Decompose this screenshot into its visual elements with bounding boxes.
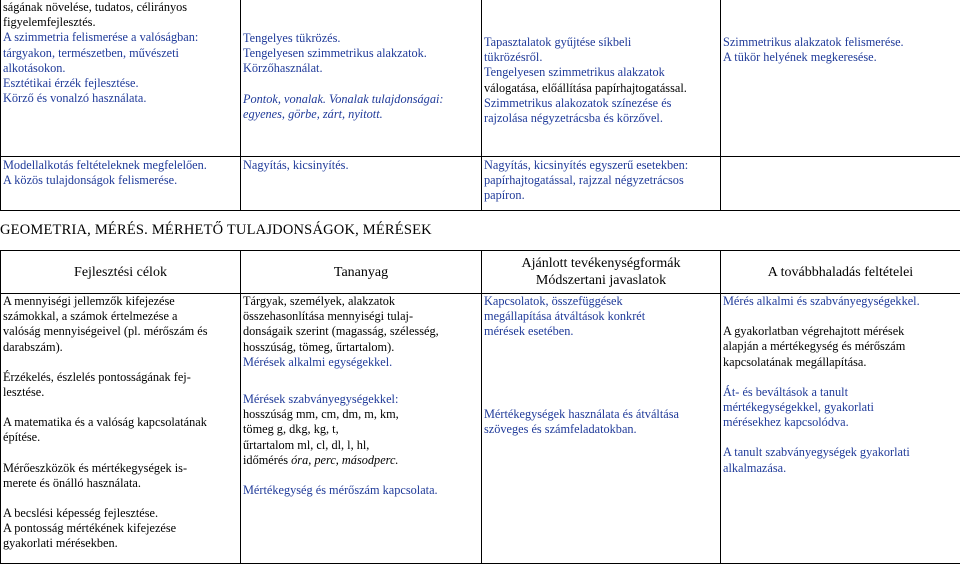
text-line: Tapasztalatok gyűjtése síkbeli	[484, 35, 632, 49]
text-line: Nagyítás, kicsinyítés egyszerű esetekben:	[484, 158, 689, 172]
text-line: rajzolása négyzetrácsba és körzővel.	[484, 111, 663, 126]
text-line: összehasonlítása mennyiségi tulaj-	[243, 309, 414, 324]
text-line: darabszám).	[3, 339, 63, 354]
text-line: A gyakorlatban végrehajtott mérések	[723, 324, 905, 339]
text-span: óra, perc, másodperc.	[291, 452, 399, 467]
paragraph	[723, 445, 958, 475]
text-line: kapcsolatának megállapítása.	[723, 354, 867, 369]
column-header-development-goals: Fejlesztési célok	[1, 251, 241, 294]
paragraph	[3, 294, 238, 355]
text-line: A mennyiségi jellemzők kifejezése	[3, 294, 175, 308]
text-line: építése.	[3, 430, 41, 445]
text-line: papíron.	[484, 188, 525, 203]
activities-cell	[482, 0, 721, 157]
text-line: hosszúság mm, cm, dm, m, km,	[243, 407, 399, 422]
text-line: Nagyítás, kicsinyítés.	[243, 158, 349, 172]
progress-conditions-cell	[721, 157, 960, 211]
text-line: tükrözésről.	[484, 50, 543, 65]
paragraph	[3, 461, 238, 491]
column-header-progress-conditions: A továbbhaladás feltételei	[721, 251, 960, 294]
text-line: A tanult szabványegységek gyakorlati	[723, 445, 910, 460]
text-line: mértékegységekkel, gyakorlati	[723, 400, 874, 415]
text-line: gyakorlati mérésekben.	[3, 536, 118, 551]
text-line: Érzékelés, észlelés pontosságának fej-	[3, 369, 191, 384]
header-line: Módszertani javaslatok	[535, 273, 667, 288]
text-line: mérések esetében.	[484, 324, 574, 339]
paragraph	[243, 294, 479, 370]
text-line: Mérések szabványegységekkel:	[243, 392, 399, 407]
text-line: Mérőeszközök és mértékegységek is-	[3, 460, 188, 475]
text-line: Szimmetrikus alakozatok színezése és	[484, 95, 672, 110]
text-line: merete és önálló használata.	[3, 475, 141, 490]
text-line: hosszúság, tömeg, űrtartalom).	[243, 339, 395, 354]
text-line: Tengelyesen szimmetrikus alakzatok	[484, 65, 665, 80]
text-line: Mértékegység és mérőszám kapcsolata.	[243, 483, 438, 498]
text-line: mérésekhez kapcsolódva.	[723, 415, 849, 430]
text-line: donságaik szerint (magasság, szélesség,	[243, 324, 439, 339]
text-span: időmérés	[243, 452, 292, 467]
text-line: papírhajtogatással, rajzzal négyzetrácsos	[484, 173, 684, 188]
text-line: A tükör helyének megkeresése.	[723, 50, 877, 65]
header-line: Ajánlott tevékenységformák	[521, 256, 681, 271]
text-line: Mértékegységek használata és átváltása	[484, 406, 679, 421]
text-line: A közös tulajdonságok felismerése.	[3, 173, 178, 188]
text-line: Körzőhasználat.	[243, 61, 323, 76]
text-line: egyenes, görbe, zárt, nyitott.	[243, 106, 383, 121]
text-line: Körző és vonalzó használata.	[3, 91, 147, 106]
paragraph	[723, 385, 958, 431]
progress-conditions-cell	[721, 0, 960, 157]
text-line: Át- és beváltások a tanult	[723, 384, 848, 399]
text-line: Modellalkotás feltételeknek megfelelően.	[3, 158, 207, 172]
text-line: Mérés alkalmi és szabványegységekkel.	[723, 294, 920, 308]
paragraph	[723, 294, 958, 309]
text-line: A becslési képesség fejlesztése.	[3, 506, 159, 521]
paragraph	[3, 415, 238, 445]
text-line: Esztétikai érzék fejlesztése.	[3, 76, 139, 91]
table-row	[1, 157, 960, 211]
text-line: űrtartalom ml, cl, dl, l, hl,	[243, 437, 370, 452]
text-line: alkalmazása.	[723, 460, 787, 475]
text-line: tömeg g, dkg, kg, t,	[243, 422, 339, 437]
text-line: megállapítása átváltások konkrét	[484, 309, 646, 324]
text-line	[243, 453, 479, 468]
activities-cell	[482, 157, 721, 211]
text-line: valóság mennyiségeivel (pl. mérőszám és	[3, 324, 208, 339]
text-line: A szimmetria felismerése a valóságban:	[3, 30, 199, 45]
header-row	[1, 251, 960, 294]
column-header-activities	[482, 251, 721, 294]
section-heading: GEOMETRIA, MÉRÉS. MÉRHETŐ TULAJDONSÁGOK, MÉRÉSEK	[0, 222, 432, 238]
table-row	[1, 0, 960, 157]
curriculum-cell	[241, 0, 482, 157]
paragraph	[484, 294, 718, 340]
text-line: alapján a mértékegység és mérőszám	[723, 339, 906, 354]
text-line: Tengelyesen szimmetrikus alakzatok.	[243, 46, 427, 61]
text-line: Pontok, vonalak. Vonalak tulajdonságai:	[243, 91, 444, 106]
text-line: számokkal, a számok értelmezése a	[3, 309, 178, 324]
text-line: ságának növelése, tudatos, célirányos	[3, 0, 188, 14]
development-goals-cell	[1, 0, 241, 157]
curriculum-cell	[241, 294, 482, 564]
continuation-table	[0, 0, 960, 211]
text-line: Mérések alkalmi egységekkel.	[243, 354, 393, 369]
curriculum-cell	[241, 157, 482, 211]
text-line: szöveges és számfeladatokban.	[484, 421, 637, 436]
geometry-measurement-table	[0, 250, 960, 564]
text-line: Tárgyak, személyek, alakzatok	[243, 294, 396, 308]
text-line: Kapcsolatok, összefüggések	[484, 294, 623, 308]
text-line: figyelemfejlesztés.	[3, 15, 96, 30]
text-line: A matematika és a valóság kapcsolatának	[3, 415, 207, 430]
paragraph	[243, 392, 479, 468]
paragraph	[3, 506, 238, 552]
paragraph	[243, 483, 479, 498]
paragraph	[484, 407, 718, 437]
text-line: Tengelyes tükrözés.	[243, 31, 341, 45]
development-goals-cell	[1, 294, 241, 564]
text-line: Szimmetrikus alakzatok felismerése.	[723, 35, 904, 49]
paragraph	[3, 370, 238, 400]
paragraph	[723, 324, 958, 370]
text-line: A pontosság mértékének kifejezése	[3, 521, 177, 536]
text-line: válogatása, előállítása papírhajtogatással.	[484, 80, 687, 95]
development-goals-cell	[1, 157, 241, 211]
text-line: lesztése.	[3, 385, 45, 400]
column-header-curriculum: Tananyag	[241, 251, 482, 294]
text-line: tárgyakon, természetben, művészeti	[3, 45, 179, 60]
activities-cell	[482, 294, 721, 564]
table-row	[1, 294, 960, 564]
progress-conditions-cell	[721, 294, 960, 564]
text-line: alkotásokon.	[3, 60, 66, 75]
